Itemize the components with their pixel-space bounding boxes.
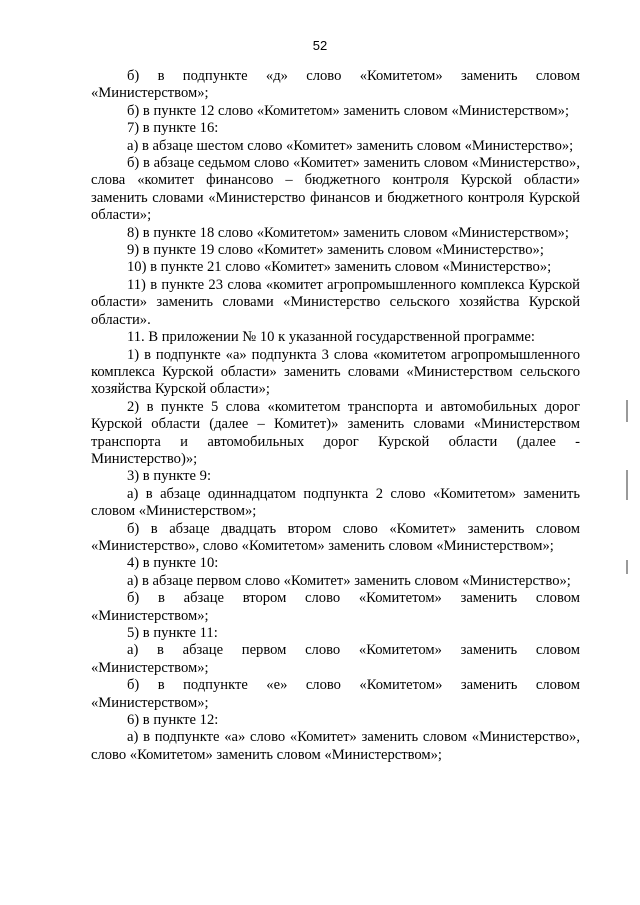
scan-edge-mark: [626, 470, 628, 500]
paragraph-4: а) в абзаце шестом слово «Комитет» заменить словом «Министерство»;: [127, 137, 574, 154]
paragraph-6: 8) в пункте 18 слово «Комитетом» заменить словом «Министерством»;: [127, 224, 569, 241]
paragraph-14: а) в абзаце одиннадцатом подпункта 2 слово «Комитетом» заменить словом «Министерством»;: [91, 485, 580, 520]
paragraph-13: 3) в пункте 9:: [127, 468, 212, 485]
paragraph-22: 6) в пункте 12:: [127, 712, 219, 729]
paragraph-5: б) в абзаце седьмом слово «Комитет» заменить словом «Министерство», слова «комитет финансово – бюджетного контроля Курской области» заменить словами «Министерство финансов и бюджетного контроля Курской области»;: [91, 155, 580, 224]
paragraph-9: 11) в пункте 23 слова «комитет агропромышленного комплекса Курской области» заменить словами «Министерство сельского хозяйства Курской области».: [91, 276, 580, 328]
paragraph-15: б) в абзаце двадцать втором слово «Комитет» заменить словом «Министерство», слово «Комитетом» заменить словом «Министерством»;: [91, 520, 580, 554]
paragraph-2: б) в пункте 12 слово «Комитетом» заменить словом «Министерством»;: [127, 102, 570, 119]
paragraph-7: 9) в пункте 19 слово «Комитет» заменить словом «Министерство»;: [127, 242, 544, 259]
paragraph-20: а) в абзаце первом слово «Комитетом» заменить словом «Министерством»;: [91, 642, 580, 676]
paragraph-21: б) в подпункте «е» слово «Комитетом» заменить словом «Министерством»;: [91, 677, 580, 711]
paragraph-23: а) в подпункте «а» слово «Комитет» заменить словом «Министерство», слово «Комитетом» заменить словом «Министерством»;: [91, 729, 580, 763]
paragraph-16: 4) в пункте 10:: [127, 555, 219, 572]
paragraph-11: 1) в подпункте «а» подпункта 3 слова «комитетом агропромышленного комплекса Курской области» заменить словами «Министерством сельского хозяйства Курской области»;: [91, 346, 580, 398]
page-number: 52: [312, 38, 328, 53]
paragraph-17: а) в абзаце первом слово «Комитет» заменить словом «Министерство»;: [127, 572, 571, 589]
paragraph-19: 5) в пункте 11:: [127, 625, 218, 641]
paragraph-18: б) в абзаце втором слово «Комитетом» заменить словом «Министерством»;: [91, 590, 580, 624]
scan-edge-mark: [626, 560, 628, 574]
paragraph-3: 7) в пункте 16:: [127, 120, 219, 137]
document-body: [91, 68, 580, 764]
scan-edge-mark: [626, 400, 628, 422]
paragraph-8: 10) в пункте 21 слово «Комитет» заменить словом «Министерство»;: [127, 259, 552, 276]
paragraph-10: 11. В приложении № 10 к указанной государственной программе:: [127, 329, 535, 346]
paragraph-12: 2) в пункте 5 слова «комитетом транспорта и автомобильных дорог Курской области (далее – Комитет)» заменить словами «Министерством транспорта и автомобильных дорог Курской области (далее - Министерство)»;: [91, 398, 580, 467]
paragraph-1: б) в подпункте «д» слово «Комитетом» заменить словом «Министерством»;: [91, 68, 580, 102]
